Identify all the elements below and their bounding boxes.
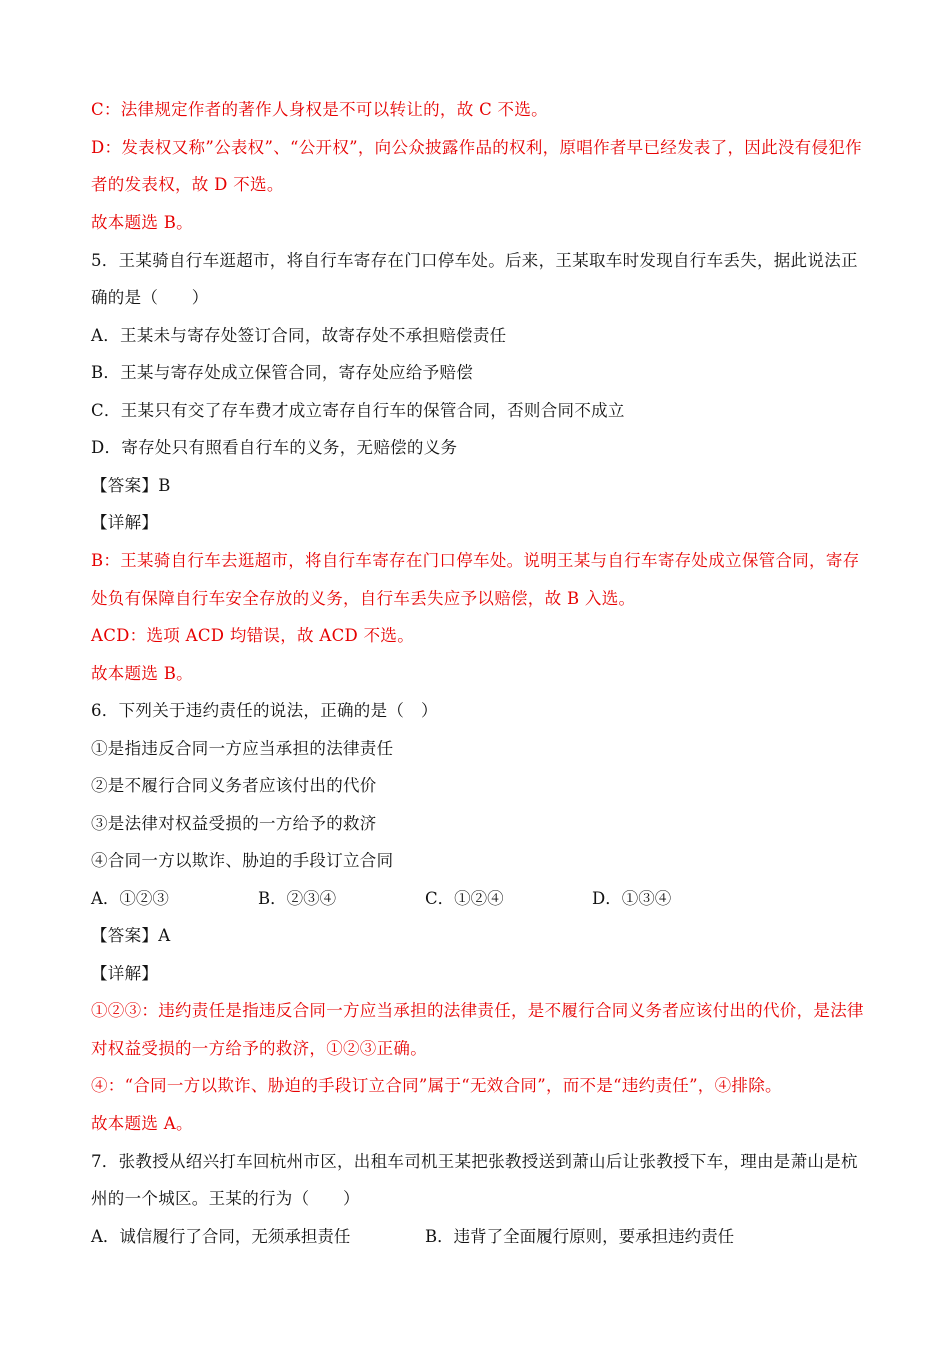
q6-detail-label: 【详解】	[91, 964, 159, 983]
q7-stem: 7．张教授从绍兴打车回杭州市区，出租车司机王某把张教授送到萧山后让张教授下车，理由是萧山是杭	[91, 1152, 858, 1171]
explanation-conclusion: 故本题选 B。	[91, 213, 193, 232]
q5-stem-cont: 确的是（ ）	[91, 288, 209, 307]
q5-detail-label: 【详解】	[91, 513, 159, 532]
explanation-line-d-cont: 者的发表权，故 D 不选。	[91, 175, 284, 194]
q5-option-d: D．寄存处只有照看自行车的义务，无赔偿的义务	[91, 438, 458, 457]
q5-answer: 【答案】B	[91, 476, 171, 495]
q6-option-d: D．①③④	[592, 889, 672, 908]
q5-option-c: C．王某只有交了存车费才成立寄存自行车的保管合同，否则合同不成立	[91, 401, 625, 420]
q5-option-b: B．王某与寄存处成立保管合同，寄存处应给予赔偿	[91, 363, 474, 382]
q6-option-c: C．①②④	[425, 889, 504, 908]
q6-statement-3: ③是法律对权益受损的一方给予的救济	[91, 814, 377, 833]
q5-explanation-3: ACD：选项 ACD 均错误，故 ACD 不选。	[91, 626, 414, 645]
q6-explanation-3: ④：“合同一方以欺诈、胁迫的手段订立合同”属于“无效合同”，而不是“违约责任”，④排除。	[91, 1076, 782, 1095]
q6-answer: 【答案】A	[91, 926, 171, 945]
q6-option-a: A．①②③	[91, 889, 169, 908]
q6-explanation-2: 对权益受损的一方给予的救济，①②③正确。	[91, 1039, 427, 1058]
q6-explanation-1: ①②③：违约责任是指违反合同一方应当承担的法律责任，是不履行合同义务者应该付出的代价，是法律	[91, 1001, 864, 1020]
q5-explanation-1: B：王某骑自行车去逛超市，将自行车寄存在门口停车处。说明王某与自行车寄存处成立保管合同，寄存	[91, 551, 860, 570]
q5-option-a: A．王某未与寄存处签订合同，故寄存处不承担赔偿责任	[91, 326, 507, 345]
q6-option-b: B．②③④	[258, 889, 337, 908]
q6-statement-4: ④合同一方以欺诈、胁迫的手段订立合同	[91, 851, 394, 870]
q6-statement-2: ②是不履行合同义务者应该付出的代价	[91, 776, 377, 795]
q5-explanation-4: 故本题选 B。	[91, 664, 193, 683]
q5-stem: 5．王某骑自行车逛超市，将自行车寄存在门口停车处。后来，王某取车时发现自行车丢失，据此说法正	[91, 251, 858, 270]
explanation-line-d: D：发表权又称”公表权”、“公开权”，向公众披露作品的权利，原唱作者早已经发表了，因此没有侵犯作	[91, 138, 862, 157]
q6-stem: 6．下列关于违约责任的说法，正确的是（ ）	[91, 701, 438, 720]
q7-stem-cont: 州的一个城区。王某的行为（ ）	[91, 1189, 360, 1208]
q6-explanation-4: 故本题选 A。	[91, 1114, 193, 1133]
q6-statement-1: ①是指违反合同一方应当承担的法律责任	[91, 739, 394, 758]
q5-explanation-2: 处负有保障自行车安全存放的义务，自行车丢失应予以赔偿，故 B 入选。	[91, 589, 636, 608]
explanation-line-c: C：法律规定作者的著作人身权是不可以转让的，故 C 不选。	[91, 100, 548, 119]
q7-option-b: B．违背了全面履行原则，要承担违约责任	[425, 1227, 735, 1246]
q7-option-a: A．诚信履行了合同，无须承担责任	[91, 1227, 351, 1246]
